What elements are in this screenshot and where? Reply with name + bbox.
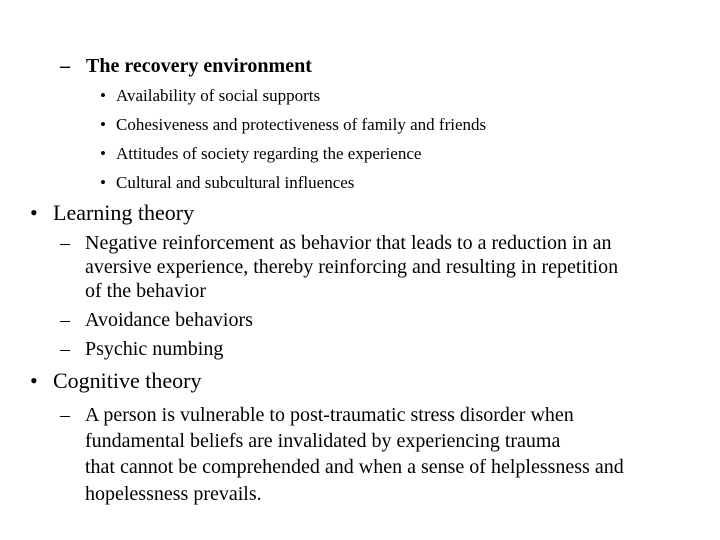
learning-item-line: Negative reinforcement as behavior that leads to a reduction in an [85,232,612,254]
recovery-bullet: • [100,115,106,134]
learning-item-line: of the behavior [85,280,207,302]
recovery-dash: – [60,55,70,77]
cognitive-item-line: A person is vulnerable to post-traumatic stress disorder when [85,404,574,426]
cognitive-item-line: fundamental beliefs are invalidated by experiencing trauma [85,430,561,452]
cognitive-item-line: hopelessness prevails. [85,483,262,505]
recovery-item: Availability of social supports [116,86,321,105]
learning-bullet: • [30,200,38,225]
learning-item-line: aversive experience, thereby reinforcing and resulting in repetition [85,256,619,278]
cognitive-dash: – [60,404,70,426]
recovery-bullet: • [100,173,106,192]
recovery-item: Attitudes of society regarding the experience [116,144,422,163]
learning-heading: Learning theory [53,200,195,225]
learning-dash: – [60,338,70,360]
cognitive-heading: Cognitive theory [53,368,202,393]
recovery-item: Cohesiveness and protectiveness of family and friends [116,115,487,134]
recovery-item: Cultural and subcultural influences [116,173,355,192]
cognitive-bullet: • [30,368,38,393]
cognitive-item-line: that cannot be comprehended and when a sense of helplessness and [85,456,624,478]
recovery-heading: The recovery environment [86,55,312,77]
learning-dash: – [60,232,70,254]
recovery-bullet: • [100,86,106,105]
learning-item-line: Avoidance behaviors [85,309,253,331]
learning-dash: – [60,309,70,331]
learning-item-line: Psychic numbing [85,338,224,360]
recovery-bullet: • [100,144,106,163]
